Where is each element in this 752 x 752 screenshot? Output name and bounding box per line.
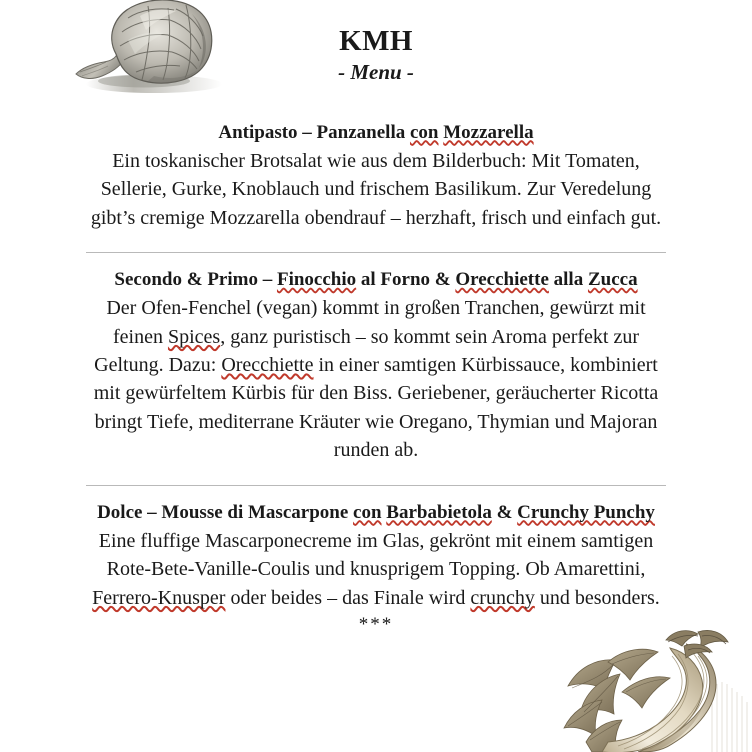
course-list — [0, 120, 752, 637]
course-heading: Secondo & Primo – Finocchio al Forno & Orecchiette alla Zucca — [114, 268, 638, 290]
spellcheck-underlined-word: Finocchio — [276, 268, 357, 290]
spellcheck-underlined-word: Orecchiette — [221, 353, 314, 376]
spellcheck-underlined-word: Mozzarella — [443, 121, 534, 143]
spacer — [86, 253, 666, 267]
course-dolce — [86, 500, 666, 612]
spellcheck-underlined-word: Crunchy Punchy — [517, 501, 655, 523]
page-title: KMH — [339, 25, 413, 57]
course-heading: Antipasto – Panzanella con Mozzarella — [218, 121, 534, 143]
course-secondo-primo — [86, 267, 666, 465]
course-antipasto — [86, 120, 666, 232]
course-description: Der Ofen-Fenchel (vegan) kommt in großen Tranchen, gewürzt mit feinen Spices, ganz puristisch – so kommt sein Aroma perfekt zur Geltung. Dazu: Orecchiette in einer samtigen Kürbissauce, kombiniert mit gewürfeltem Kürbis für den Biss. Geriebener, geräucherter Ricotta bringt Tiefe, mediterrane Kräuter wie Oregano, Thymian und Majoran runden ab. — [93, 297, 659, 462]
course-heading: Dolce – Mousse di Mascarpone con Barbabietola & Crunchy Punchy — [97, 501, 655, 523]
spacer — [86, 486, 666, 500]
celery-illustration — [562, 622, 752, 752]
spacer — [86, 232, 666, 252]
course-description: Ein toskanischer Brotsalat wie aus dem Bilderbuch: Mit Tomaten, Sellerie, Gurke, Knoblauch und frischem Basilikum. Zur Veredelung gibt’s cremige Mozzarella obendrauf – herzhaft, frisch und einfach gut. — [90, 149, 662, 229]
page-subtitle: - Menu - — [338, 60, 414, 85]
course-description: Eine fluffige Mascarponecreme im Glas, gekrönt mit einem samtigen Rote-Bete-Vanille-Coulis und knusprigem Topping. Ob Amarettini, Ferrero-Knusper oder beides – das Finale wird crunchy und besonders. — [92, 529, 660, 609]
spellcheck-underlined-word: Zucca — [587, 268, 638, 290]
menu-finale-mark: *** — [358, 613, 394, 635]
spellcheck-underlined-word: crunchy — [470, 586, 535, 609]
menu-masthead — [0, 0, 752, 86]
spellcheck-underlined-word: Barbabietola — [386, 501, 492, 523]
spacer — [86, 465, 666, 485]
spellcheck-underlined-word: Orecchiette — [455, 268, 549, 290]
spellcheck-underlined-word: con — [353, 501, 382, 523]
spellcheck-underlined-word: Spices — [167, 325, 221, 348]
spellcheck-underlined-word: con — [409, 121, 439, 143]
spellcheck-underlined-word: Ferrero-Knusper — [92, 586, 226, 609]
